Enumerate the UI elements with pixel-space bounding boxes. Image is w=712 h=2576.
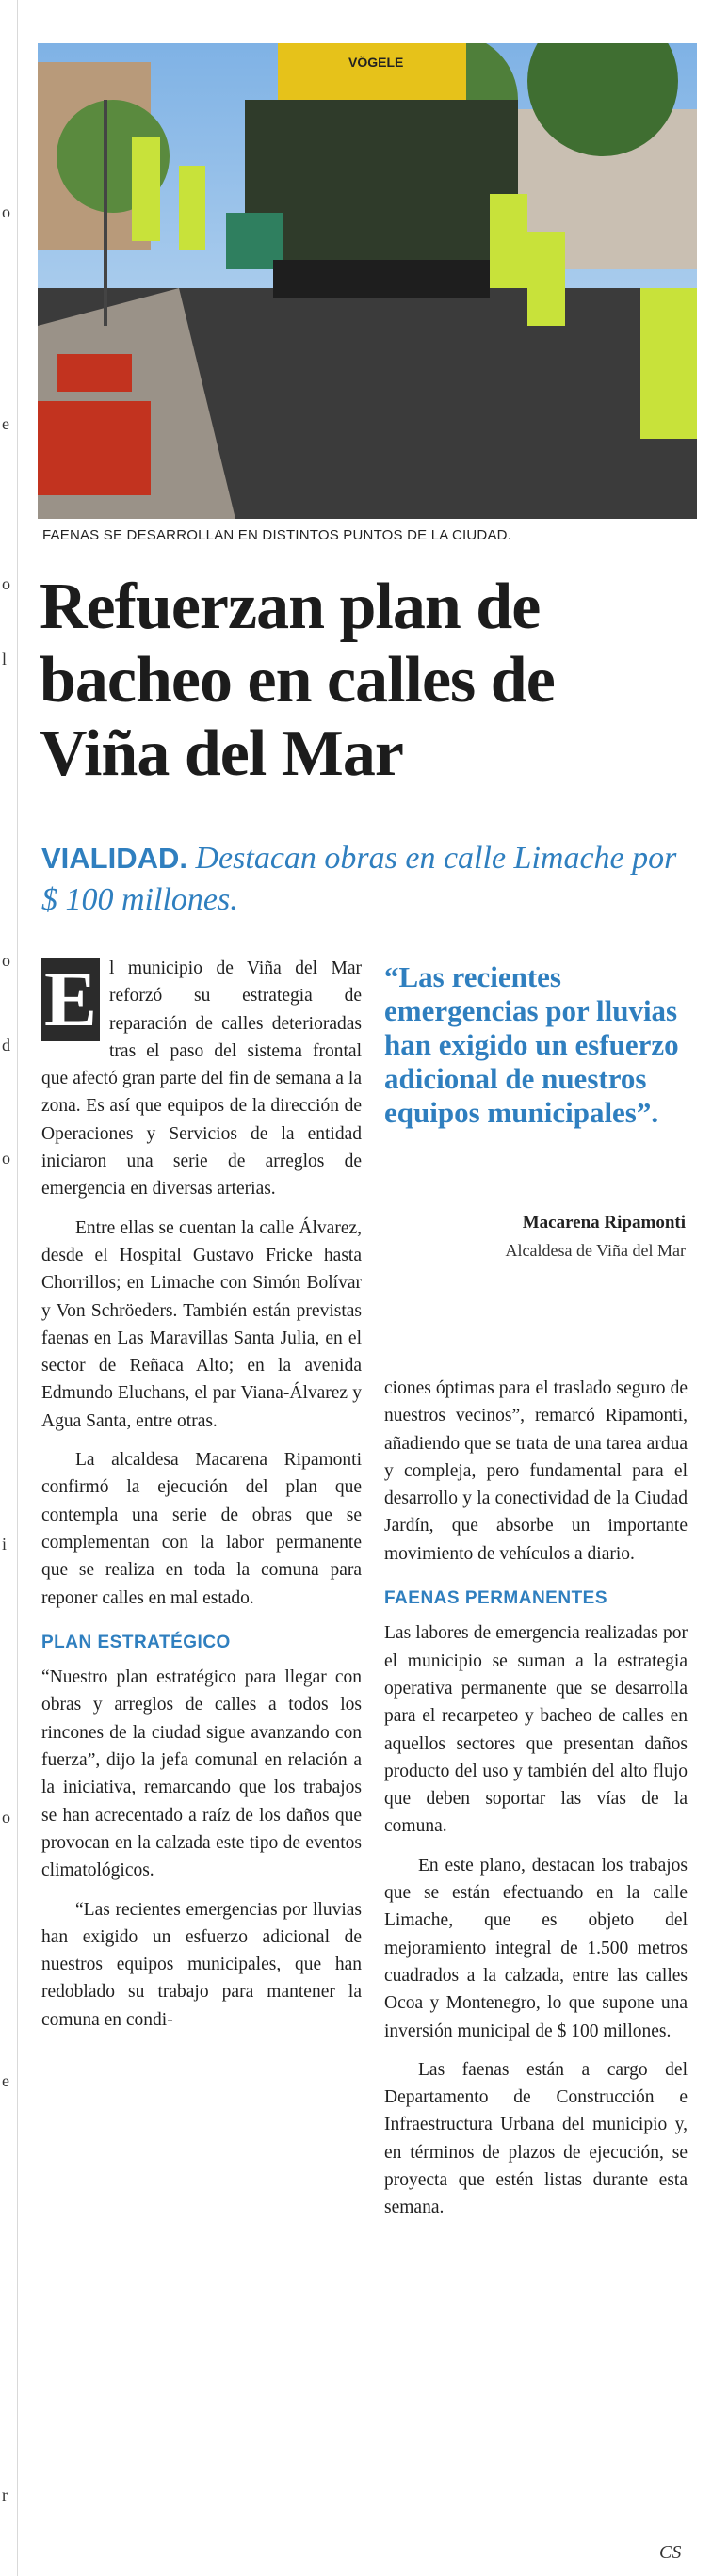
adjacent-page-margin: o e o l o d o i o e r [0, 0, 18, 2576]
deck-text: Destacan obras en calle Limache por $ 100 millones. [41, 841, 677, 917]
deck [41, 838, 682, 921]
paragraph: En este plano, destacan los trabajos que se están efectuando en la calle Limache, que es objeto del mejoramiento integral de 1.500 metros cuadrados a la calzada, entre las calles Ocoa y Montenegro, lo que supone una inversión municipal de $ 100 millones. [384, 1855, 688, 2041]
end-mark: CS [659, 2542, 682, 2563]
article-column-2 [384, 1375, 688, 2233]
paragraph: Las labores de emergencia realizadas por el municipio se suman a la estrategia operativa permanente que se desarrolla para el recarpeteo y bacheo de calles en aquellos sectores que presentan daños producto del uso y también del alto flujo que deben soportar las vías de la comuna. [384, 1623, 688, 1837]
subheading-faenas: FAENAS PERMANENTES [384, 1588, 608, 1609]
lead-paragraph: E l municipio de Viña del Mar reforzó su estrategia de reparación de calles deterioradas tras el paso del sistema frontal que afectó gran parte del fin de semana a la zona. Es así que equipos de la dirección de Operaciones y Servicios de la entidad iniciaron una serie de arreglos de emergencia en diversas arterias. [41, 956, 362, 1199]
paragraph: ciones óptimas para el traslado seguro de nuestros vecinos”, remarcó Ripamonti, añadiendo que se trata de una tarea ardua y compleja, pero fundamental para el desarrollo y la conectividad de la Ciudad Jardín, que absorbe un importante movimiento de vehículos a diario. [384, 1378, 688, 1564]
paragraph: “Las recientes emergencias por lluvias han exigido un esfuerzo adicional de nuestros equipos municipales, que han redoblado su trabajo para mantener la comuna en condi- [41, 1899, 362, 2030]
photo-caption: FAENAS SE DESARROLLAN EN DISTINTOS PUNTOS DE LA CIUDAD. [42, 527, 512, 543]
pull-quote-role: Alcaldesa de Viña del Mar [505, 1241, 686, 1260]
paragraph: La alcaldesa Macarena Ripamonti confirmó la ejecución del plan que contempla una serie de obras que se complementan con la labor permanente que se realiza en toda la comuna para reponer calles en mal estado. [41, 1450, 362, 1608]
headline: Refuerzan plan de bacheo en calles de Viña del Mar [40, 571, 555, 790]
pull-quote-author: Macarena Ripamonti [522, 1213, 686, 1232]
subheading-plan: PLAN ESTRATÉGICO [41, 1632, 231, 1652]
article-column-1 [41, 955, 362, 2045]
paragraph: “Nuestro plan estratégico para llegar con obras y arreglos de calles a todos los rincones de la ciudad sigue avanzando con fuerza”, dijo la jefa comunal en relación a la iniciativa, remarcando que los trabajos se han acrecentado a raíz de los daños que provocan en la calzada este tipo de eventos climatológicos. [41, 1667, 362, 1881]
machine-brand-label: VÖGELE [348, 55, 404, 70]
paragraph: Las faenas están a cargo del Departamento de Construcción e Infraestructura Urbana del municipio y, en términos de plazos de ejecución, se proyecta que estén listas durante esta semana. [384, 2059, 688, 2218]
drop-cap: E [41, 958, 100, 1041]
section-tag: VIALIDAD. [41, 842, 187, 875]
paragraph: Entre ellas se cuentan la calle Álvarez, desde el Hospital Gustavo Fricke hasta Chorrillos; en Limache con Simón Bolívar y Von Schröeders. También están previstas faenas en Las Maravillas Santa Julia, en el sector de Reñaca Alto; en la avenida Edmundo Eluchans, el par Viana-Álvarez y Agua Santa, entre otras. [41, 1217, 362, 1431]
article-photo [38, 43, 697, 519]
pull-quote: “Las recientes emergencias por lluvias han exigido un esfuerzo adicional de nuestros equipos municipales”. [384, 960, 679, 1129]
road-works-illustration [38, 43, 697, 519]
